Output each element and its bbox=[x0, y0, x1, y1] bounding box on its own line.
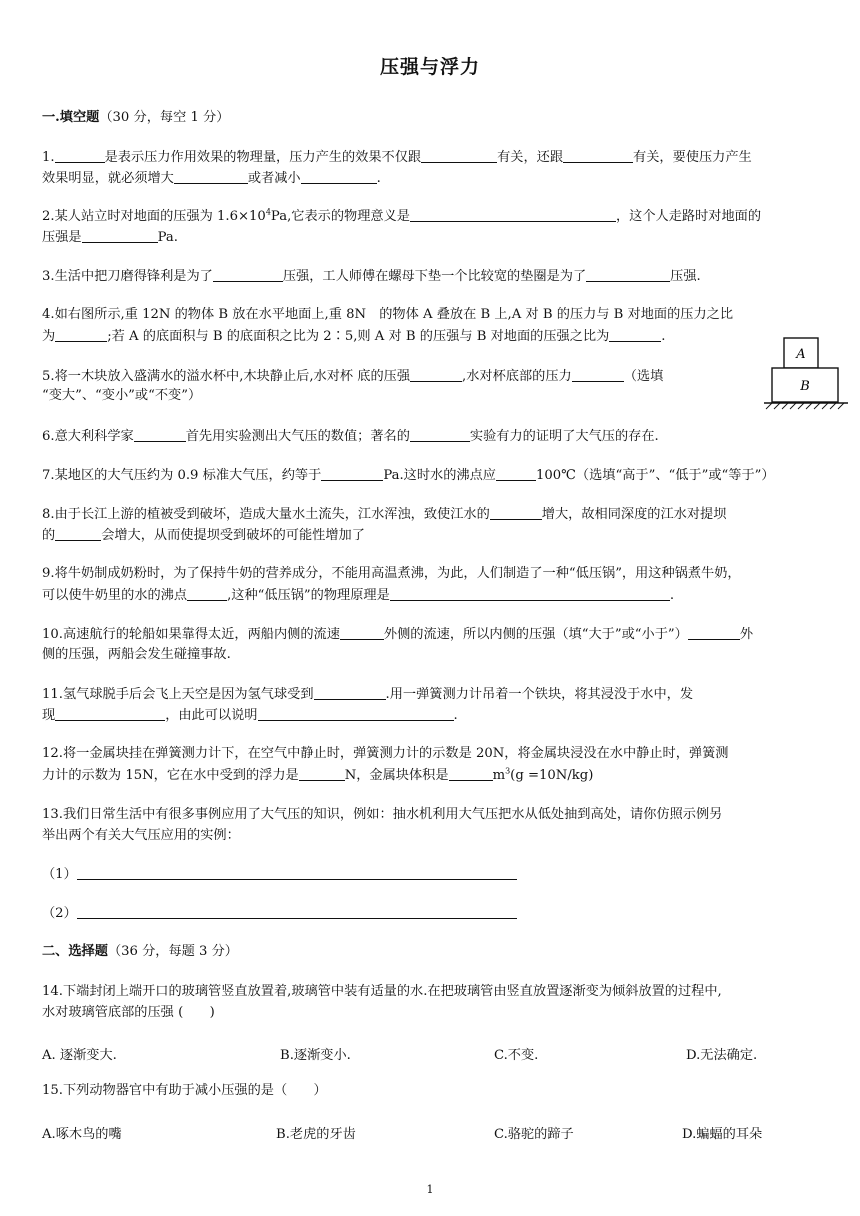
answer-blank[interactable] bbox=[496, 467, 536, 481]
question-13-answer-1: （1） bbox=[42, 866, 517, 883]
section-heading-multiple-choice: 二、选择题（36 分，每题 3 分） bbox=[42, 944, 238, 959]
block-a-label: A bbox=[796, 347, 806, 362]
page-number: 1 bbox=[426, 1183, 434, 1196]
answer-blank[interactable] bbox=[299, 767, 345, 781]
answer-line[interactable] bbox=[77, 905, 517, 919]
question-1-line-2: 效果明显，就必须增大 或者减小 . bbox=[42, 171, 381, 186]
q15-option-c[interactable]: C.骆驼的蹄子 bbox=[494, 1127, 574, 1142]
question-8-line-1: 8.由于长江上游的植被受到破坏，造成大量水土流失，江水浑浊，致使江水的 增大，故相同深度的江水对提坝 bbox=[42, 507, 727, 522]
question-13-line-1: 13.我们日常生活中有很多事例应用了大气压的知识，例如：抽水机利用大气压把水从低处抽到高处，请你仿照示例另 bbox=[42, 807, 723, 822]
answer-blank[interactable] bbox=[258, 707, 454, 721]
answer-blank[interactable] bbox=[82, 229, 158, 243]
question-14-line-1: 14.下端封闭上端开口的玻璃管竖直放置着,玻璃管中装有适量的水.在把玻璃管由竖直放置逐渐变为倾斜放置的过程中, bbox=[42, 984, 722, 999]
question-7: 7.某地区的大气压约为 0.9 标准大气压，约等于 Pa.这时水的沸点应 100℃（选填“高于”、“低于”或“等于”） bbox=[42, 468, 775, 483]
question-6: 6.意大利科学家 首先用实验测出大气压的数值；著名的 实验有力的证明了大气压的存在. bbox=[42, 429, 659, 444]
answer-blank[interactable] bbox=[55, 527, 101, 541]
question-5-line-2: “变大”、“变小”或“不变”） bbox=[42, 388, 202, 403]
question-2-line-2: 压强是 Pa. bbox=[42, 230, 178, 245]
question-15: 15.下列动物器官中有助于减小压强的是（ ） bbox=[42, 1083, 327, 1098]
ground-hatch bbox=[766, 403, 844, 409]
answer-blank[interactable] bbox=[390, 587, 670, 601]
answer-blank[interactable] bbox=[134, 428, 186, 442]
answer-blank[interactable] bbox=[410, 368, 462, 382]
answer-blank[interactable] bbox=[586, 268, 670, 282]
answer-blank[interactable] bbox=[688, 626, 740, 640]
question-11-line-1: 11.氢气球脱手后会飞上天空是因为氢气球受到 .用一弹簧测力计吊着一个铁块，将其浸没于水中，发 bbox=[42, 687, 694, 702]
question-3: 3.生活中把刀磨得锋利是为了 压强，工人师傅在螺母下垫一个比较宽的垫圈是为了 压强. bbox=[42, 269, 701, 284]
q14-option-d[interactable]: D.无法确定. bbox=[686, 1048, 758, 1063]
answer-blank[interactable] bbox=[55, 707, 165, 721]
q15-option-a[interactable]: A.啄木鸟的嘴 bbox=[42, 1127, 122, 1142]
question-11-line-2: 现 ，由此可以说明 . bbox=[42, 708, 458, 723]
question-9-line-1: 9.将牛奶制成奶粉时，为了保持牛奶的营养成分，不能用高温煮沸，为此，人们制造了一种“低压锅”，用这种锅煮牛奶， bbox=[42, 566, 741, 581]
answer-blank[interactable] bbox=[572, 368, 624, 382]
answer-blank[interactable] bbox=[410, 428, 470, 442]
question-5-line-1: 5.将一木块放入盛满水的溢水杯中,木块静止后,水对杯 底的压强 ,水对杯底部的压力 （选填 bbox=[42, 369, 664, 384]
question-14-line-2: 水对玻璃管底部的压强 ( ) bbox=[42, 1005, 215, 1020]
answer-blank[interactable] bbox=[187, 587, 227, 601]
block-b-label: B bbox=[800, 379, 810, 394]
question-13-line-2: 举出两个有关大气压应用的实例： bbox=[42, 828, 240, 843]
question-2-line-1: 2.某人站立时对地面的压强为 $1.6\times 10^4Pa$,它表示的物理意义是 ，这个人走路时对地面的 bbox=[42, 207, 762, 224]
answer-blank[interactable] bbox=[340, 626, 384, 640]
q15-option-b[interactable]: B.老虎的牙齿 bbox=[276, 1127, 356, 1142]
answer-blank[interactable] bbox=[314, 686, 386, 700]
answer-blank[interactable] bbox=[55, 328, 107, 342]
question-12-line-1: 12.将一金属块挂在弹簧测力计下，在空气中静止时，弹簧测力计的示数是 20N，将金属块浸没在水中静止时，弹簧测 bbox=[42, 746, 729, 761]
stacked-blocks-diagram bbox=[762, 337, 850, 413]
q14-option-a[interactable]: A. 逐渐变大. bbox=[42, 1048, 117, 1063]
answer-line[interactable] bbox=[77, 866, 517, 880]
question-12-line-2: 力计的示数为 15N，它在水中受到的浮力是 N，金属块体积是 $m^3(g =10N/kg)$ bbox=[42, 766, 594, 783]
page-title: 压强与浮力 bbox=[379, 56, 480, 78]
q14-option-b[interactable]: B.逐渐变小. bbox=[280, 1048, 351, 1063]
q14-option-c[interactable]: C.不变. bbox=[494, 1048, 539, 1063]
answer-blank[interactable] bbox=[213, 268, 283, 282]
question-4-line-2: 为 ;若 A 的底面积与 B 的底面积之比为 2∶5,则 A 对 B 的压强与 B 对地面的压强之比为 . bbox=[42, 329, 666, 344]
answer-blank[interactable] bbox=[449, 767, 493, 781]
answer-blank[interactable] bbox=[410, 208, 616, 222]
answer-blank[interactable] bbox=[174, 170, 248, 184]
block-figure bbox=[762, 337, 850, 417]
question-8-line-2: 的 会增大，从而使提坝受到破坏的可能性增加了 bbox=[42, 528, 365, 543]
section-heading-fill-blank: 一.填空题（30 分，每空 1 分） bbox=[42, 110, 230, 125]
question-1-line-1: 1. 是表示压力作用效果的物理量，压力产生的效果不仅跟 有关，还跟 有关，要使压力产生 bbox=[42, 150, 752, 165]
answer-blank[interactable] bbox=[490, 506, 542, 520]
question-13-answer-2: （2） bbox=[42, 905, 517, 922]
answer-blank[interactable] bbox=[563, 149, 633, 163]
question-10-line-1: 10.高速航行的轮船如果靠得太近，两船内侧的流速 外侧的流速，所以内侧的压强（填“大于”或“小于”） 外 bbox=[42, 627, 754, 642]
answer-blank[interactable] bbox=[609, 328, 661, 342]
answer-blank[interactable] bbox=[321, 467, 383, 481]
question-10-line-2: 侧的压强，两船会发生碰撞事故. bbox=[42, 647, 231, 662]
question-9-line-2: 可以使牛奶里的水的沸点 ,这种“低压锅”的物理原理是 . bbox=[42, 588, 675, 603]
question-4-line-1: 4.如右图所示,重 12N 的物体 B 放在水平地面上,重 8N 的物体 A 叠放在 B 上,A 对 B 的压力与 B 对地面的压力之比 bbox=[42, 307, 734, 322]
q15-option-d[interactable]: D.蝙蝠的耳朵 bbox=[682, 1127, 763, 1142]
answer-blank[interactable] bbox=[421, 149, 497, 163]
answer-blank[interactable] bbox=[55, 149, 105, 163]
answer-blank[interactable] bbox=[301, 170, 377, 184]
